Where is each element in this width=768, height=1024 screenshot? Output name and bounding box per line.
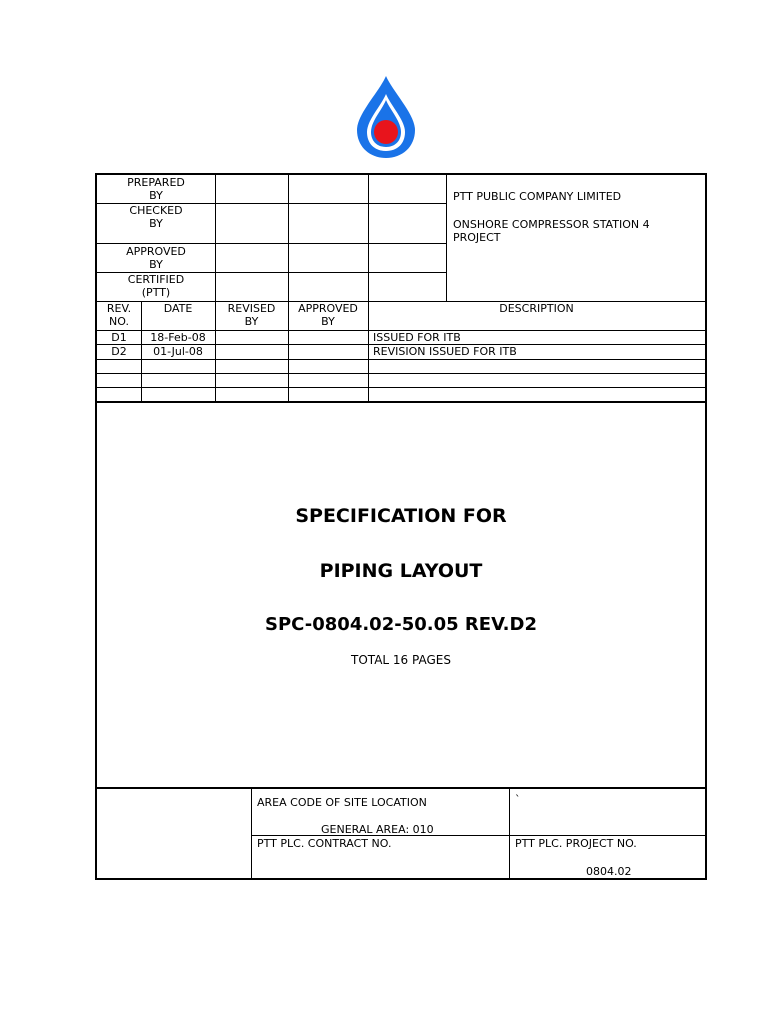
document-number: SPC-0804.02-50.05 REV.D2 (265, 614, 537, 635)
table-row-date: 01-Jul-08 (153, 345, 203, 358)
certified-label: CERTIFIED (PTT) (127, 273, 185, 299)
revised-by-header: REVISED BY (227, 302, 276, 328)
table-row-rev: D1 (111, 331, 127, 344)
project-no-label: PTT PLC. PROJECT NO. (515, 837, 637, 850)
project-no-value: 0804.02 (586, 865, 632, 878)
ptt-logo (353, 74, 419, 160)
checked-by-label: CHECKED BY (129, 204, 183, 230)
contract-no-label: PTT PLC. CONTRACT NO. (257, 837, 392, 850)
table-row-description: REVISION ISSUED FOR ITB (373, 345, 517, 358)
page-count: TOTAL 16 PAGES (351, 653, 451, 667)
rev-no-header: REV. NO. (106, 302, 132, 328)
table-row-date: 18-Feb-08 (150, 331, 206, 344)
table-row-description: ISSUED FOR ITB (373, 331, 461, 344)
approved-by-label: APPROVED BY (126, 245, 186, 271)
company-name: PTT PUBLIC COMPANY LIMITED (453, 190, 622, 203)
document-title-line1: SPECIFICATION FOR (295, 505, 507, 527)
title-block-header (95, 173, 707, 403)
table-row-rev: D2 (111, 345, 127, 358)
logo-red-dot (374, 120, 398, 144)
area-code-mark: ` (515, 793, 521, 806)
prepared-by-label: PREPARED BY (127, 176, 185, 202)
document-title-line2: PIPING LAYOUT (319, 560, 483, 582)
date-header: DATE (163, 302, 193, 315)
area-code-label: AREA CODE OF SITE LOCATION (257, 796, 427, 809)
project-name: ONSHORE COMPRESSOR STATION 4 PROJECT (453, 218, 650, 244)
title-block-footer (95, 787, 707, 880)
area-code-value: GENERAL AREA: 010 (321, 823, 434, 836)
document-body (95, 401, 707, 789)
approved-by-header: APPROVED BY (298, 302, 358, 328)
description-header: DESCRIPTION (499, 302, 574, 315)
